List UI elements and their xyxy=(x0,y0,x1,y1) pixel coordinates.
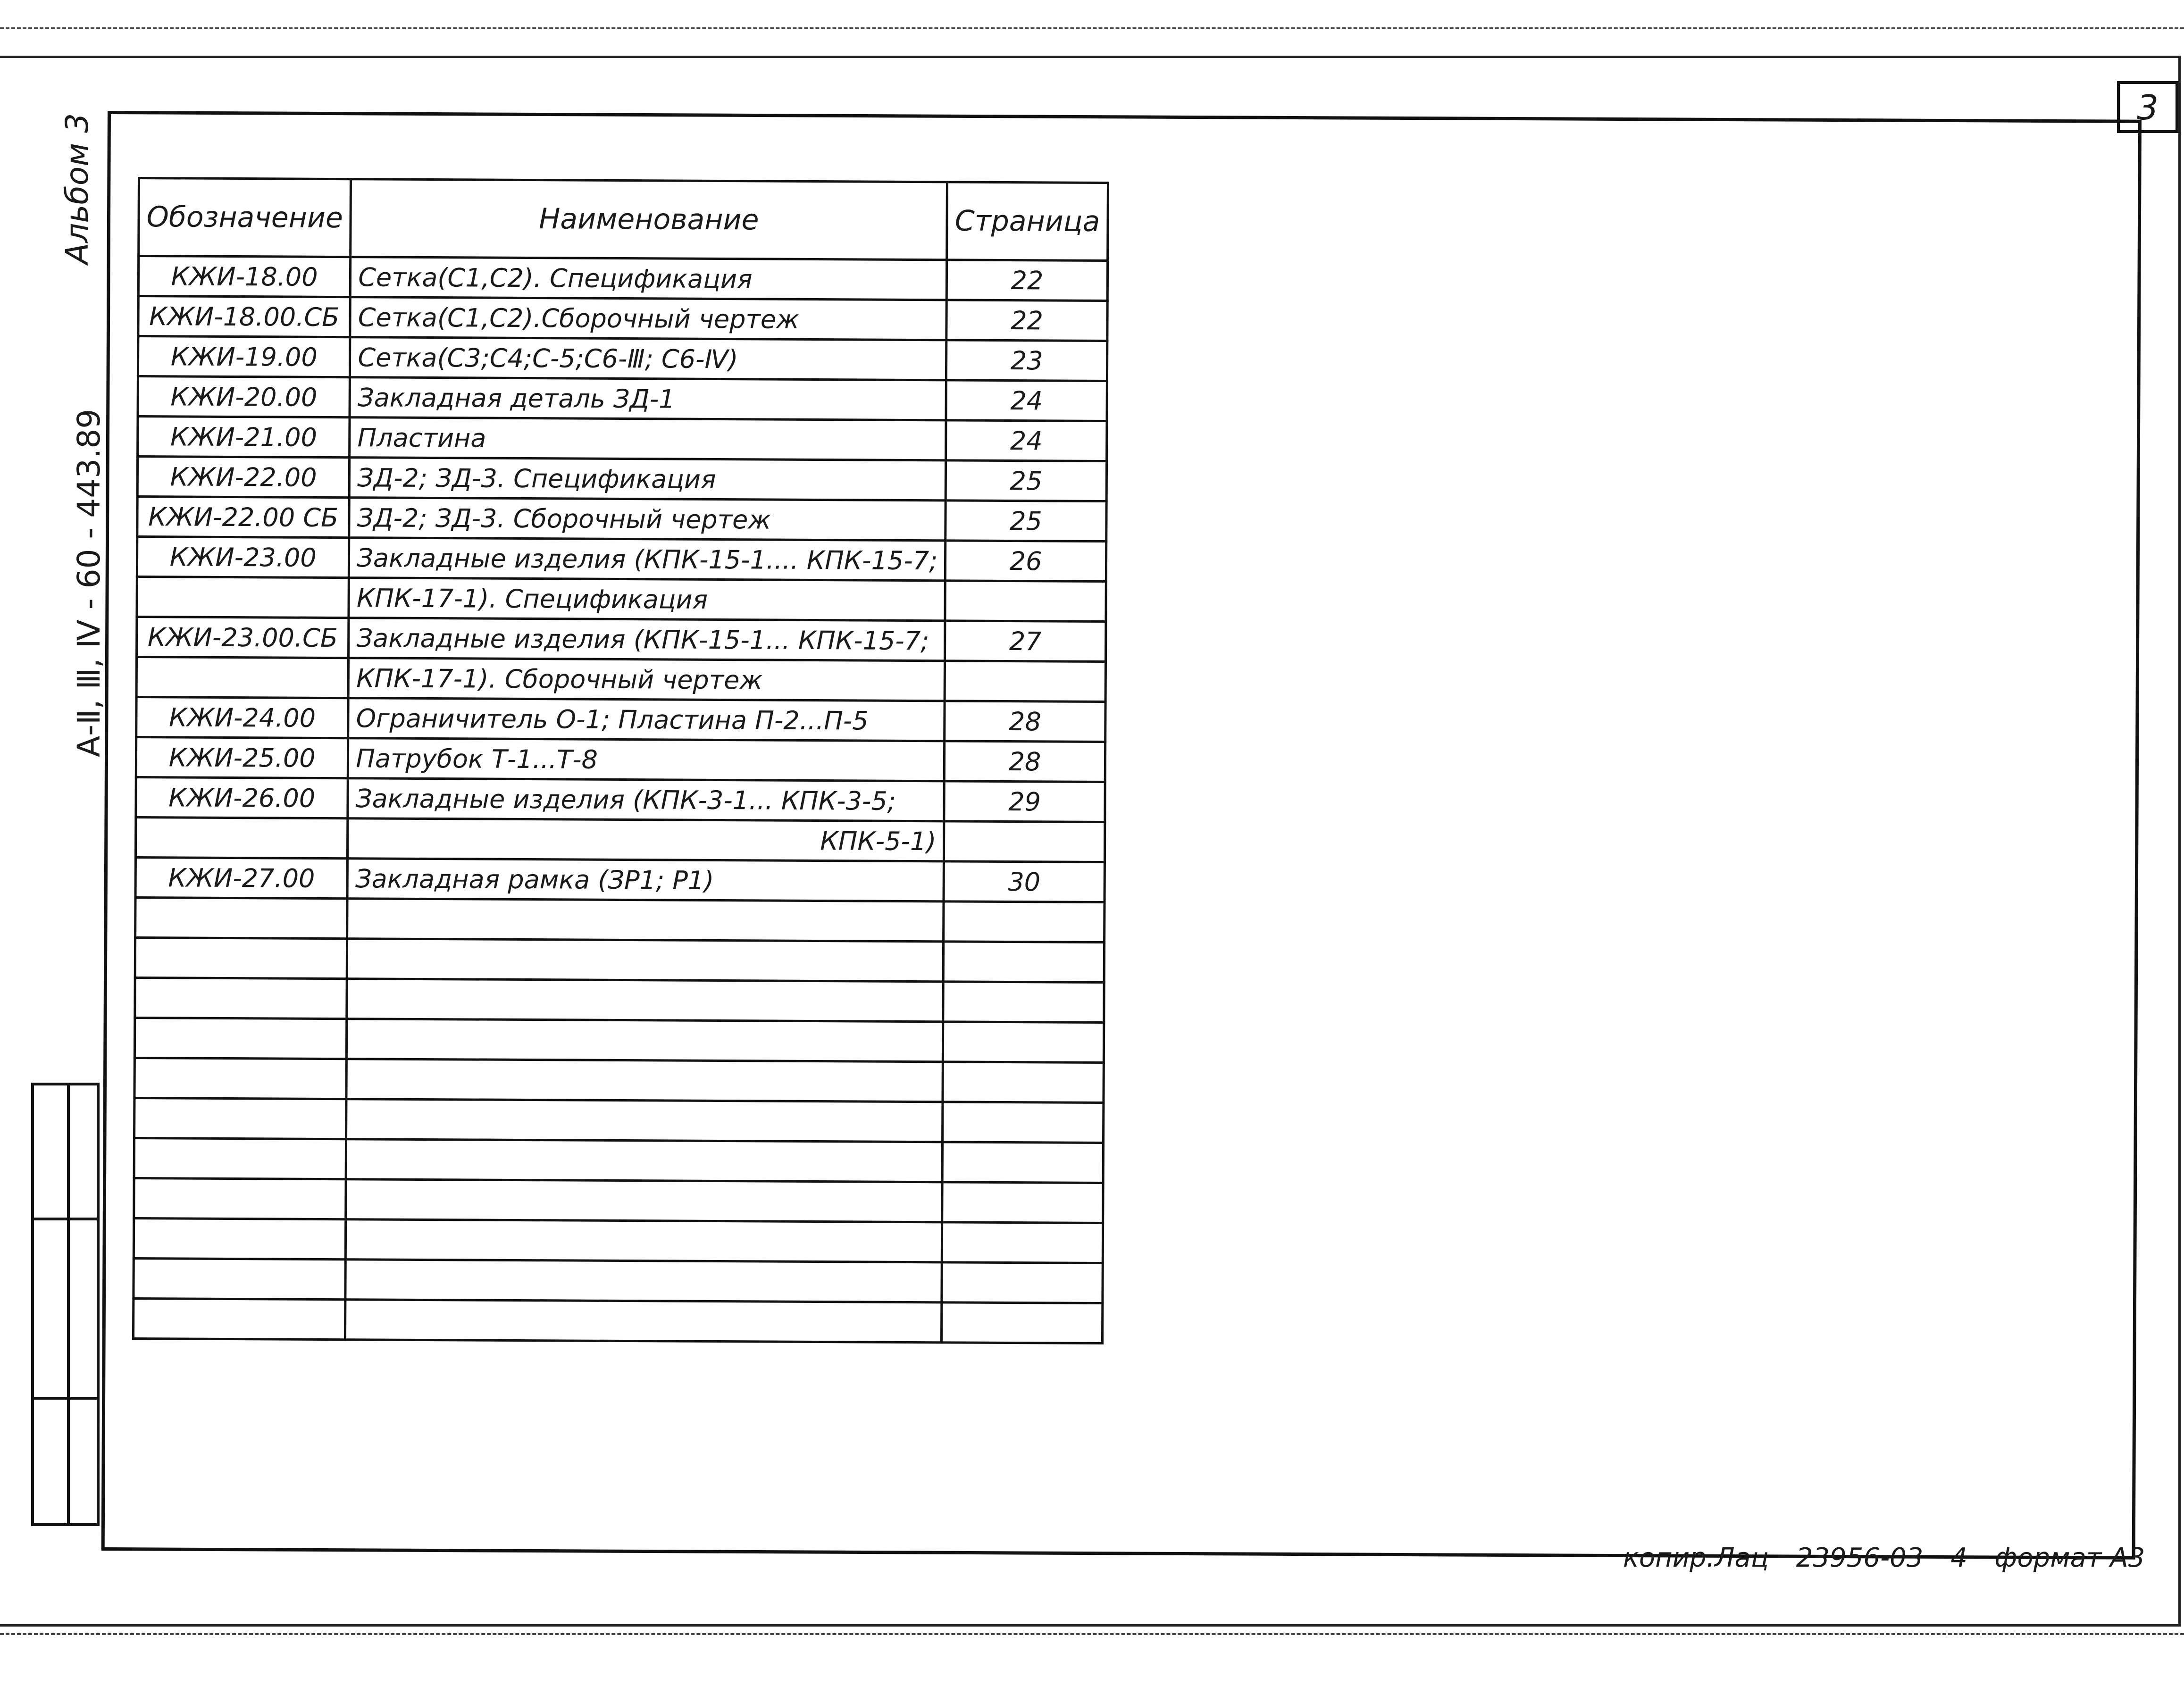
table-row xyxy=(136,737,1105,782)
cell-code xyxy=(134,1058,347,1099)
cell-name xyxy=(346,1139,942,1182)
side-stamp-divider xyxy=(34,1397,97,1400)
cell-page: 27 xyxy=(945,621,1106,662)
table-row xyxy=(134,1058,1104,1102)
header-page: Страница xyxy=(947,182,1108,261)
cell-name xyxy=(346,1099,943,1142)
album-label: Альбом 3 xyxy=(59,113,95,264)
cell-page xyxy=(943,1022,1104,1063)
cell-name xyxy=(346,1219,942,1262)
cell-page xyxy=(944,901,1105,943)
table-row xyxy=(134,1258,1103,1303)
cell-code: КЖИ-24.00 xyxy=(136,697,349,738)
cell-page: 22 xyxy=(946,300,1107,341)
header-name: Наименование xyxy=(351,179,947,260)
table-row xyxy=(134,1018,1104,1062)
table-row xyxy=(138,336,1107,381)
cell-code: КЖИ-20.00 xyxy=(138,376,350,417)
cell-code: КЖИ-22.00 xyxy=(137,457,350,498)
table-row xyxy=(136,697,1105,742)
cell-code: КЖИ-18.00 xyxy=(138,256,351,297)
cell-name xyxy=(347,1019,943,1062)
cell-page: 28 xyxy=(945,701,1105,742)
cell-page: 26 xyxy=(946,541,1106,582)
table-row xyxy=(134,1138,1103,1183)
cell-name: ЗД-2; ЗД-3. Спецификация xyxy=(350,458,946,501)
cell-code: КЖИ-27.00 xyxy=(135,857,348,898)
table-row xyxy=(137,457,1106,501)
table-row xyxy=(136,657,1105,702)
table-row xyxy=(133,1298,1102,1343)
cell-name: Пластина xyxy=(350,417,946,460)
cell-page: 25 xyxy=(946,460,1106,501)
cell-page: 30 xyxy=(944,861,1105,902)
table-row xyxy=(138,256,1107,301)
table-row xyxy=(136,777,1105,822)
cell-code: КЖИ-22.00 СБ xyxy=(137,497,350,538)
cell-code xyxy=(135,937,347,978)
cell-page xyxy=(943,1102,1104,1143)
cell-code xyxy=(134,1258,346,1299)
cell-page: 22 xyxy=(947,260,1108,301)
copy-mark: копир.Лац xyxy=(1623,1543,1769,1573)
cell-page xyxy=(943,1062,1104,1103)
cell-name: Закладные изделия (КПК-15-1... КПК-15-7; xyxy=(349,618,945,661)
table-body xyxy=(133,256,1107,1344)
cell-code: КЖИ-19.00 xyxy=(138,336,350,377)
cell-code xyxy=(133,1298,345,1339)
scan-edge-top xyxy=(0,27,2184,29)
side-stamp-divider xyxy=(67,1085,70,1523)
table-row xyxy=(134,1098,1104,1143)
cell-code xyxy=(135,817,348,858)
table-row xyxy=(138,296,1107,341)
cell-page: 25 xyxy=(946,501,1106,542)
cell-name xyxy=(347,899,944,942)
cell-name: Сетка(С1,С2). Спецификация xyxy=(351,257,947,300)
cell-code xyxy=(136,657,349,698)
cell-page xyxy=(942,1262,1103,1303)
cell-code xyxy=(134,1098,347,1139)
cell-page xyxy=(944,821,1105,862)
table-row xyxy=(134,1218,1103,1263)
table-row xyxy=(138,417,1107,461)
table-row xyxy=(138,376,1107,421)
cell-code: КЖИ-25.00 xyxy=(136,737,348,778)
table-header-row xyxy=(139,178,1108,261)
cell-name xyxy=(346,1179,942,1222)
cell-name xyxy=(346,1059,943,1102)
table-row xyxy=(135,817,1105,862)
side-stamp-divider xyxy=(34,1218,97,1220)
cell-page: 24 xyxy=(946,420,1107,461)
table-row xyxy=(134,1178,1103,1223)
cell-page xyxy=(943,982,1104,1023)
cell-code xyxy=(135,897,348,938)
cell-name: Закладная рамка (ЗР1; Р1) xyxy=(347,859,944,901)
cell-page xyxy=(942,1142,1103,1183)
footer-stamp xyxy=(1623,1543,2164,1573)
cell-name: Сетка(С1,С2).Сборочный чертеж xyxy=(350,297,946,340)
contents-table xyxy=(132,177,1109,1344)
cell-code: КЖИ-21.00 xyxy=(138,417,350,458)
cell-code: КЖИ-26.00 xyxy=(136,777,348,818)
table-row xyxy=(137,617,1106,662)
cell-code xyxy=(137,577,349,618)
cell-name: Закладные изделия (КПК-15-1.... КПК-15-7; xyxy=(349,538,946,581)
table-row xyxy=(137,577,1106,622)
cell-name xyxy=(345,1300,942,1343)
cell-name: Закладная деталь ЗД-1 xyxy=(350,377,946,420)
cell-code xyxy=(134,1218,346,1259)
cell-page: 28 xyxy=(945,741,1105,782)
cell-code: КЖИ-23.00.СБ xyxy=(137,617,349,658)
cell-name: ЗД-2; ЗД-3. Сборочный чертеж xyxy=(349,498,946,541)
cell-name xyxy=(347,939,944,982)
table-row xyxy=(135,937,1104,982)
cell-code xyxy=(135,977,347,1018)
table-row xyxy=(135,977,1104,1022)
scan-edge-bottom xyxy=(0,1633,2184,1635)
cell-code: КЖИ-18.00.СБ xyxy=(138,296,351,337)
cell-name xyxy=(347,979,943,1022)
cell-code: КЖИ-23.00 xyxy=(137,537,349,578)
cell-name xyxy=(345,1260,942,1302)
footer-page: 4 xyxy=(1950,1543,1967,1573)
sheet-number: 3 xyxy=(2137,88,2159,127)
table-row xyxy=(135,897,1105,942)
cell-name: Сетка(С3;С4;С-5;С6-Ⅲ; С6-Ⅳ) xyxy=(350,337,946,380)
cell-page xyxy=(945,581,1106,622)
cell-page: 24 xyxy=(946,380,1107,421)
side-stamp-block xyxy=(31,1083,100,1526)
cell-page xyxy=(943,942,1104,983)
table-row xyxy=(135,857,1105,902)
cell-name: КПК-17-1). Спецификация xyxy=(349,578,945,621)
cell-page xyxy=(942,1302,1103,1344)
cell-code xyxy=(134,1138,346,1179)
table-row xyxy=(137,537,1106,582)
cell-page: 29 xyxy=(944,781,1105,822)
format-label: формат А3 xyxy=(1994,1543,2145,1573)
series-label: А-Ⅱ, Ⅲ, Ⅳ - 60 - 443.89 xyxy=(71,409,107,757)
cell-name: Закладные изделия (КПК-3-1... КПК-3-5; xyxy=(348,778,944,821)
table-row xyxy=(137,497,1106,542)
header-code: Обозначение xyxy=(139,178,351,257)
cell-page xyxy=(945,661,1105,702)
cell-name: КПК-17-1). Сборочный чертеж xyxy=(348,658,945,701)
cell-name: Патрубок Т-1...Т-8 xyxy=(348,738,945,781)
cell-name: КПК-5-1) xyxy=(348,818,944,861)
cell-page xyxy=(942,1222,1103,1263)
cell-code xyxy=(134,1018,347,1059)
cell-page xyxy=(942,1182,1103,1223)
cell-code xyxy=(134,1178,346,1219)
cell-page: 23 xyxy=(946,340,1107,381)
sheet-number-box xyxy=(2117,81,2178,133)
cell-name: Ограничитель О-1; Пластина П-2...П-5 xyxy=(348,698,945,741)
order-number: 23956-03 xyxy=(1796,1543,1924,1573)
